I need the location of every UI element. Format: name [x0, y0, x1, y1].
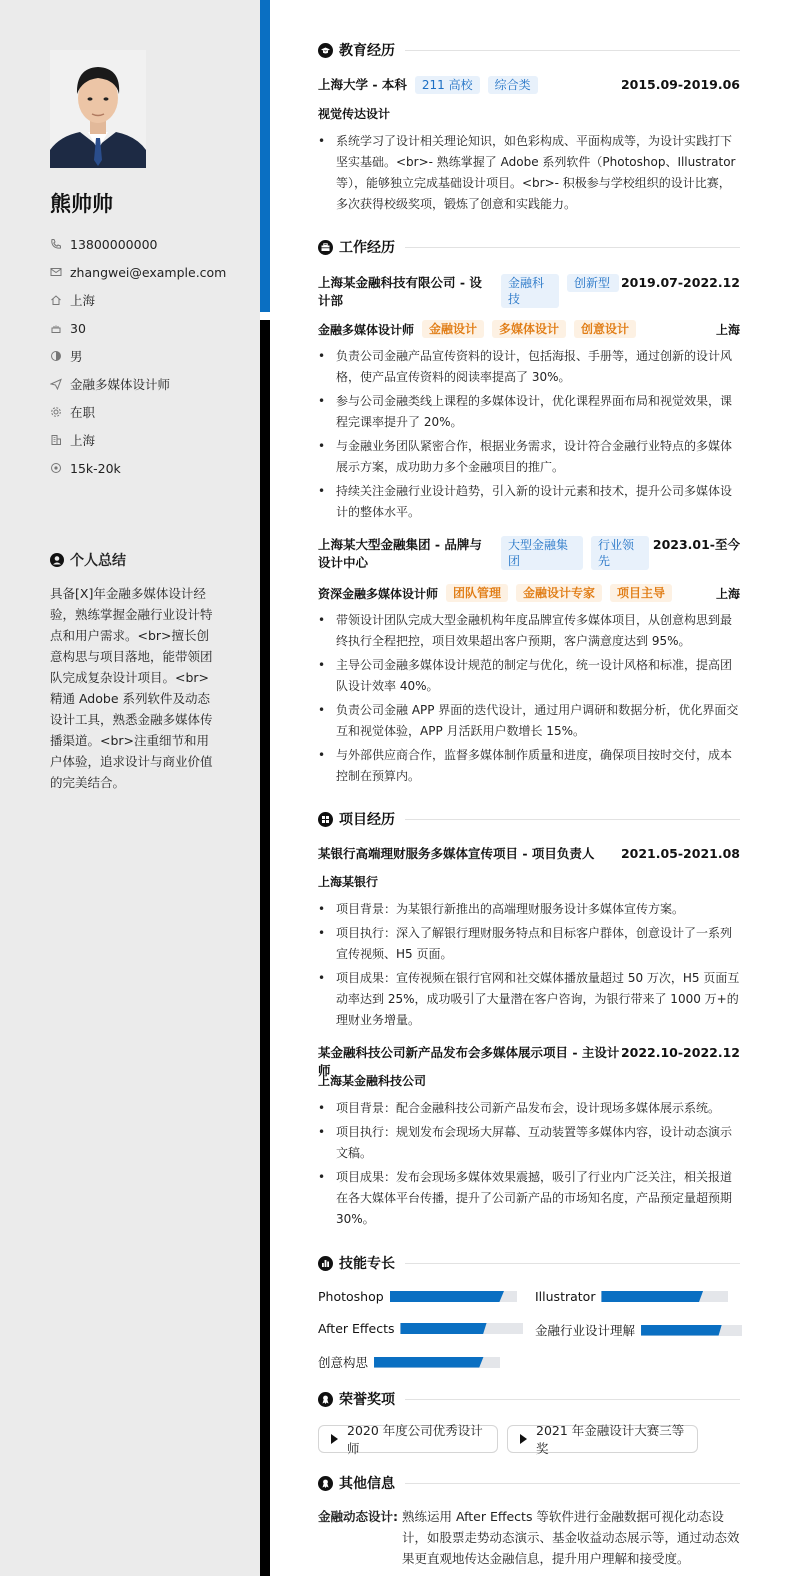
company-name: 上海某大型金融集团 - 品牌与设计中心 — [318, 537, 482, 570]
section-divider — [405, 1483, 740, 1484]
mail-icon — [50, 266, 62, 278]
graduation-cap-icon — [318, 43, 333, 58]
job-location: 上海 — [715, 586, 740, 601]
skill-bar — [390, 1291, 517, 1302]
other-key: 金融动态设计: — [318, 1509, 398, 1524]
role-tag: 团队管理 — [446, 584, 508, 602]
skill-item — [318, 1289, 517, 1304]
company-name: 上海某金融科技有限公司 - 设计部 — [318, 275, 482, 308]
gear-icon — [50, 406, 62, 418]
education-header — [318, 76, 740, 94]
projects-heading: 项目经历 — [318, 809, 740, 829]
contact-position: 金融多媒体设计师 — [50, 370, 250, 398]
job-bullets — [318, 346, 740, 526]
divider-bar — [260, 320, 270, 1576]
summary-text: 具备[X]年金融多媒体设计经验，熟练掌握金融行业设计特点和用户需求。<br>擅长创意构思与项目落地，能带领团队完成复杂设计项目。<br>精通 Adobe 系列软件及动态设计工具，熟悉金融多媒体传播渠道。<br>注重细节和用户体验，追求设计与商业价值的完美结合。 — [50, 586, 213, 790]
other-value: 熟练运用 After Effects 等软件进行金融数据可视化动态设计，如股票走势动态演示、基金收益动态展示等，通过动态效果更直观地传达金融信息，提升用户理解和接受度。 — [402, 1509, 740, 1566]
company-tag: 创新型 — [567, 274, 619, 292]
skill-item — [535, 1289, 728, 1304]
job-role-row — [318, 320, 740, 338]
list-item: • 项目成果：宣传视频在银行官网和社交媒体播放量超过 50 万次，H5 页面互动率达到 25%，成功吸引了大量潜在客户咨询，为银行带来了 1000 万+的理财业务增量。 — [318, 968, 740, 1031]
job-date: 2019.07-2022.12 — [620, 275, 740, 290]
phone-icon — [50, 238, 62, 250]
contact-age: 30 — [50, 314, 250, 342]
section-divider — [405, 1263, 740, 1264]
job-header — [318, 536, 740, 572]
list-item: • 负责公司金融产品宣传资料的设计，包括海报、手册等，通过创新的设计风格，使产品宣传资料的阅读率提高了 30%。 — [318, 346, 740, 388]
money-icon — [50, 462, 62, 474]
skill-name: 金融行业设计理解 — [535, 1323, 636, 1338]
role-tag: 金融设计 — [422, 320, 484, 338]
section-divider — [405, 819, 740, 820]
skill-item — [318, 1353, 500, 1371]
skill-name: After Effects — [318, 1321, 395, 1336]
company-tag: 行业领先 — [591, 536, 649, 570]
skill-bar — [400, 1323, 523, 1334]
skills-heading: 技能专长 — [318, 1253, 740, 1273]
school-name: 上海大学 - 本科 — [318, 77, 407, 92]
job-date: 2023.01-至今 — [652, 537, 740, 552]
list-item: • 负责公司金融 APP 界面的迭代设计，通过用户调研和数据分析，优化界面交互和视觉体验，APP 月活跃用户数增长 15%。 — [318, 700, 740, 742]
list-item: • 项目执行：深入了解银行理财服务特点和目标客户群体，创意设计了一系列宣传视频、H5 页面。 — [318, 923, 740, 965]
skill-fill — [641, 1325, 722, 1336]
summary-heading: 个人总结 — [50, 550, 126, 570]
home-icon — [50, 294, 62, 306]
job-role: 金融多媒体设计师 — [318, 322, 415, 337]
info-icon — [318, 1476, 333, 1491]
project-bullets — [318, 1098, 740, 1233]
award-icon — [318, 1392, 333, 1407]
list-item: • 系统学习了设计相关理论知识，如色彩构成、平面构成等，为设计实践打下坚实基础。<br>- 熟练掌握了 Adobe 系列软件（Photoshop、Illustrator 等），能够独立完成基础设计项目。<br>- 积极参与学校组织的设计比赛，多次获得校级奖项，锻炼了创意和实践能力。 — [318, 131, 740, 215]
skill-name: Illustrator — [535, 1289, 596, 1304]
gender-icon — [50, 350, 62, 362]
building-icon — [50, 434, 62, 446]
play-icon — [331, 1434, 338, 1444]
contact-list — [50, 230, 250, 482]
job-role-row — [318, 584, 740, 602]
cake-icon — [50, 322, 62, 334]
briefcase-icon — [318, 240, 333, 255]
section-divider — [405, 50, 740, 51]
skill-item — [535, 1321, 742, 1339]
skill-fill — [400, 1323, 486, 1334]
company-tag: 金融科技 — [501, 274, 559, 308]
contact-work-city: 上海 — [50, 426, 250, 454]
contact-phone: 13800000000 — [50, 230, 250, 258]
skill-fill — [601, 1291, 703, 1302]
other-heading: 其他信息 — [318, 1473, 740, 1493]
project-org: 上海某金融科技公司 — [318, 1074, 427, 1088]
list-item: • 带领设计团队完成大型金融机构年度品牌宣传多媒体项目，从创意构思到最终执行全程把控，项目效果超出客户预期，客户满意度达到 95%。 — [318, 610, 740, 652]
accent-bar — [260, 0, 270, 312]
list-item: • 与金融业务团队紧密合作，根据业务需求，设计符合金融行业特点的多媒体展示方案，成功助力多个金融项目的推广。 — [318, 436, 740, 478]
skill-fill — [374, 1357, 484, 1368]
project-bullets — [318, 899, 740, 1034]
project-date: 2022.10-2022.12 — [620, 1045, 740, 1060]
list-item: • 与外部供应商合作，监督多媒体制作质量和进度，确保项目按时交付，成本控制在预算内。 — [318, 745, 740, 787]
job-header — [318, 274, 740, 310]
school-tag: 211 高校 — [415, 76, 480, 94]
list-item: • 主导公司金融多媒体设计规范的制定与优化，统一设计风格和标准，提高团队设计效率 40%。 — [318, 655, 740, 697]
skill-name: 创意构思 — [318, 1355, 369, 1370]
contact-email: zhangwei@example.com — [50, 258, 250, 286]
company-tag: 大型金融集团 — [501, 536, 583, 570]
role-tag: 金融设计专家 — [516, 584, 602, 602]
education-bullets — [318, 131, 740, 218]
person-name: 熊帅帅 — [50, 192, 113, 216]
work-heading: 工作经历 — [318, 237, 740, 257]
project-header — [318, 845, 740, 863]
send-icon — [50, 378, 62, 390]
grid-icon — [318, 812, 333, 827]
avatar — [50, 50, 146, 168]
project-org: 上海某银行 — [318, 875, 379, 889]
play-icon — [520, 1434, 527, 1444]
contact-salary: 15k-20k — [50, 454, 250, 482]
list-item: • 项目背景：配合金融科技公司新产品发布会，设计现场多媒体展示系统。 — [318, 1098, 740, 1119]
list-item: • 参与公司金融类线上课程的多媒体设计，优化课程界面布局和视觉效果，课程完课率提升了 20%。 — [318, 391, 740, 433]
skill-bar — [374, 1357, 500, 1368]
list-item: • 项目成果：发布会现场多媒体效果震撼，吸引了行业内广泛关注，相关报道在各大媒体平台传播，提升了公司新产品的市场知名度，产品预定量超预期 30%。 — [318, 1167, 740, 1230]
bar-chart-icon — [318, 1256, 333, 1271]
list-item: • 持续关注金融行业设计趋势，引入新的设计元素和技术，提升公司多媒体设计的整体水平。 — [318, 481, 740, 523]
user-circle-icon — [50, 553, 64, 567]
skill-name: Photoshop — [318, 1289, 384, 1304]
contact-status: 在职 — [50, 398, 250, 426]
award-item: 2020 年度公司优秀设计师 — [318, 1425, 498, 1453]
role-tag: 项目主导 — [610, 584, 672, 602]
education-date: 2015.09-2019.06 — [620, 77, 740, 92]
education-heading: 教育经历 — [318, 40, 740, 60]
award-item: 2021 年金融设计大赛三等奖 — [507, 1425, 698, 1453]
project-date: 2021.05-2021.08 — [620, 846, 740, 861]
skill-fill — [390, 1291, 504, 1302]
skill-bar — [601, 1291, 728, 1302]
project-name: 某金融科技公司新产品发布会多媒体展示项目 - 主设计师 — [318, 1045, 620, 1078]
list-item: • 项目背景：为某银行新推出的高端理财服务设计多媒体宣传方案。 — [318, 899, 740, 920]
job-role: 资深金融多媒体设计师 — [318, 586, 439, 601]
section-divider — [405, 1399, 740, 1400]
job-bullets — [318, 610, 740, 790]
role-tag: 多媒体设计 — [492, 320, 566, 338]
school-tag: 综合类 — [488, 76, 538, 94]
role-tag: 创意设计 — [574, 320, 636, 338]
major: 视觉传达设计 — [318, 107, 391, 121]
contact-city: 上海 — [50, 286, 250, 314]
project-name: 某银行高端理财服务多媒体宣传项目 - 项目负责人 — [318, 846, 595, 861]
contact-gender: 男 — [50, 342, 250, 370]
section-divider — [405, 247, 740, 248]
awards-heading: 荣誉奖项 — [318, 1389, 740, 1409]
skill-item — [318, 1321, 523, 1336]
list-item: • 项目执行：规划发布会现场大屏幕、互动装置等多媒体内容，设计动态演示文稿。 — [318, 1122, 740, 1164]
skill-bar — [641, 1325, 742, 1336]
other-info — [318, 1506, 740, 1569]
job-location: 上海 — [715, 322, 740, 337]
